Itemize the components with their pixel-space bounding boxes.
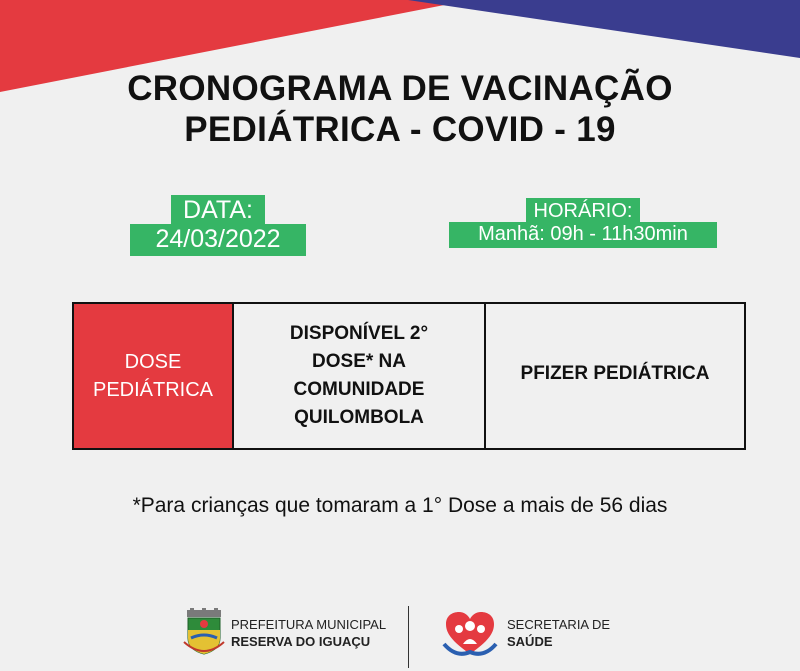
time-value: Manhã: 09h - 11h30min [449,222,717,248]
footer-divider [408,606,409,668]
date-label: DATA: [171,195,265,224]
footnote: *Para crianças que tomaram a 1° Dose a mais de 56 dias [132,494,668,517]
dose-line-2: PEDIÁTRICA [92,379,214,401]
prefeitura-label [231,616,386,650]
municipal-coat-of-arms-icon [183,608,225,658]
navy-corner-shape [408,0,800,58]
vaccine-cell [486,304,744,448]
availability-cell [234,304,486,448]
date-badge [128,195,308,256]
availability-line-1: DISPONÍVEL 2° [289,323,429,344]
date-value: 24/03/2022 [130,224,306,256]
title-line-1: CRONOGRAMA DE VACINAÇÃO [127,69,673,108]
health-family-heart-icon [442,610,498,658]
schedule-table [72,302,746,450]
availability-line-2: DOSE* NA [312,351,406,372]
secretaria-label [507,616,610,650]
dose-cell [74,304,234,448]
page-title [0,68,800,150]
title-line-2: PEDIÁTRICA - COVID - 19 [184,110,616,149]
prefeitura-line-2: RESERVA DO IGUAÇU [231,634,371,649]
dose-line-1: DOSE [124,351,182,373]
secretaria-line-1: SECRETARIA DE [507,617,611,632]
vaccine-name: PFIZER PEDIÁTRICA [520,363,710,384]
prefeitura-line-1: PREFEITURA MUNICIPAL [231,617,387,632]
footer [0,600,800,671]
availability-line-3: COMUNIDADE [293,379,425,400]
time-badge [448,198,718,248]
secretaria-line-2: SAÚDE [507,634,553,649]
availability-line-4: QUILOMBOLA [294,407,424,428]
time-label: HORÁRIO: [526,198,641,222]
